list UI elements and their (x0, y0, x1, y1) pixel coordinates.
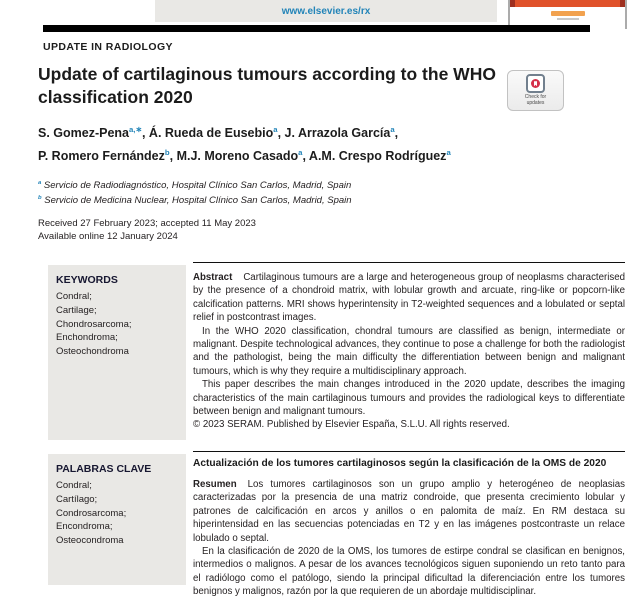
palabra-clave-item: Condral; (56, 480, 92, 491)
abstract-label: Abstract (193, 272, 233, 283)
author-list (38, 120, 451, 166)
crossmark-icon (526, 74, 545, 93)
keyword-item: Enchondroma; (56, 332, 118, 344)
keywords-heading: KEYWORDS (56, 274, 118, 286)
spanish-section-rule (193, 451, 625, 452)
keyword-item: Osteochondroma (56, 346, 129, 358)
keyword-item: Cartilage; (56, 304, 97, 316)
keyword-item: Chondrosarcoma; (56, 318, 132, 330)
cover-orange-band (510, 0, 625, 7)
article-section-label: UPDATE IN RADIOLOGY (43, 41, 173, 53)
palabra-clave-item: Condrosarcoma; (56, 507, 127, 519)
check-for-updates-button[interactable] (507, 70, 564, 111)
article-dates (38, 217, 256, 243)
keywords-list (56, 290, 180, 359)
affiliation-a: $^a$ Servicio de Radiodiagnóstico, Hospital Clínico San Carlos, Madrid, Spain (38, 180, 352, 192)
spanish-title: Actualización de los tumores cartilaginosos según la clasificación de la OMS de 2020 (193, 458, 607, 469)
keywords-box-spanish (48, 454, 186, 585)
abstract-english: Abstract Cartilaginous tumours are a large and heterogeneous group of neoplasms characterised by the presence of a chondroid matrix, with lobular growth and arcuate, ring-like or popcorn-like calcification patterns. MRI shows hyperintensity in T2-weighted sequences and a lobulated or septal relief in postcontrast images. In the WHO 2020 classification, chondral tumours are classified as benign, intermediate or malignant. Despite technological advances, they continue to pose a challenge for both the radiologist and the pathologist, being the main difficulty the differentiation between benign and malignant tumours, which is why they require a multidisciplinary approach. This paper describes the main changes introduced in the 2020 update, describes the imaging characteristics of the main cartilaginous tumours and provides the radiological keys to differentiate between benign and malignant tumours. © 2023 SERAM. Published by Elsevier España, S.L.U. All rights reserved. (193, 272, 625, 431)
palabras-clave-heading: PALABRAS CLAVE (56, 463, 152, 475)
palabra-clave-item: Osteocondroma (56, 535, 124, 547)
journal-url-band (155, 0, 497, 22)
resumen-label: Resumen (193, 479, 237, 490)
author-line-2: P. Romero Fernández$^b$, M.J. Moreno Casado$^a$, A.M. Crespo Rodríguez$^a$ (38, 148, 451, 164)
keyword-item: Condral; (56, 291, 92, 302)
author-line-1: S. Gomez-Pena$^{a,∗}$, Á. Rueda de Eusebio$^a$, J. Arrazola García$^a$, (38, 125, 399, 141)
journal-url-link[interactable]: www.elsevier.es/rx (281, 5, 371, 17)
abstract-top-rule (193, 262, 625, 263)
palabras-clave-list (56, 479, 180, 548)
affiliation-b: $^b$ Servicio de Medicina Nuclear, Hospital Clínico San Carlos, Madrid, Spain (38, 195, 352, 207)
available-online-date: Available online 12 January 2024 (38, 231, 178, 242)
keywords-box-english (48, 265, 186, 440)
abstract-spanish: Resumen Los tumores cartilaginosos son un grupo amplio y heterogéneo de neoplasias caracterizadas por la presencia de una matriz condroide, que presenta crecimiento lobular y patrones de calcificación en arcos y anillos o en palomita de maíz. En RM destaca su hiperintensidad en las secuencias potenciadas en T2 y en las imágenes postcontraste un relace lobulado o septal. En la clasificación de 2020 de la OMS, los tumores de estirpe condral se clasifican en benignos, intermedios o malignos. A pesar de los avances tecnológicos siguen suponiendo un reto tanto para el radiólogo como el patólogo, siendo la principal dificultad la diferenciación entre los tumores benignos y malignos, razón por la que requieren de un abordaje multidisciplinar. (193, 479, 625, 598)
copyright-line: © 2023 SERAM. Published by Elsevier España, S.L.U. All rights reserved. (193, 419, 510, 431)
affiliations (38, 177, 352, 207)
article-title: Update of cartilaginous tumours according to the WHO classification 2020 (38, 64, 496, 107)
palabra-clave-item: Cartílago; (56, 493, 98, 505)
check-for-updates-label: Check for updates (524, 94, 547, 106)
header-divider-bar (43, 25, 590, 32)
cover-subtext-placeholder (557, 18, 579, 20)
palabra-clave-item: Encondroma; (56, 521, 113, 533)
cover-masthead-placeholder (551, 11, 585, 16)
received-date: Received 27 February 2023; accepted 11 May 2023 (38, 218, 256, 229)
